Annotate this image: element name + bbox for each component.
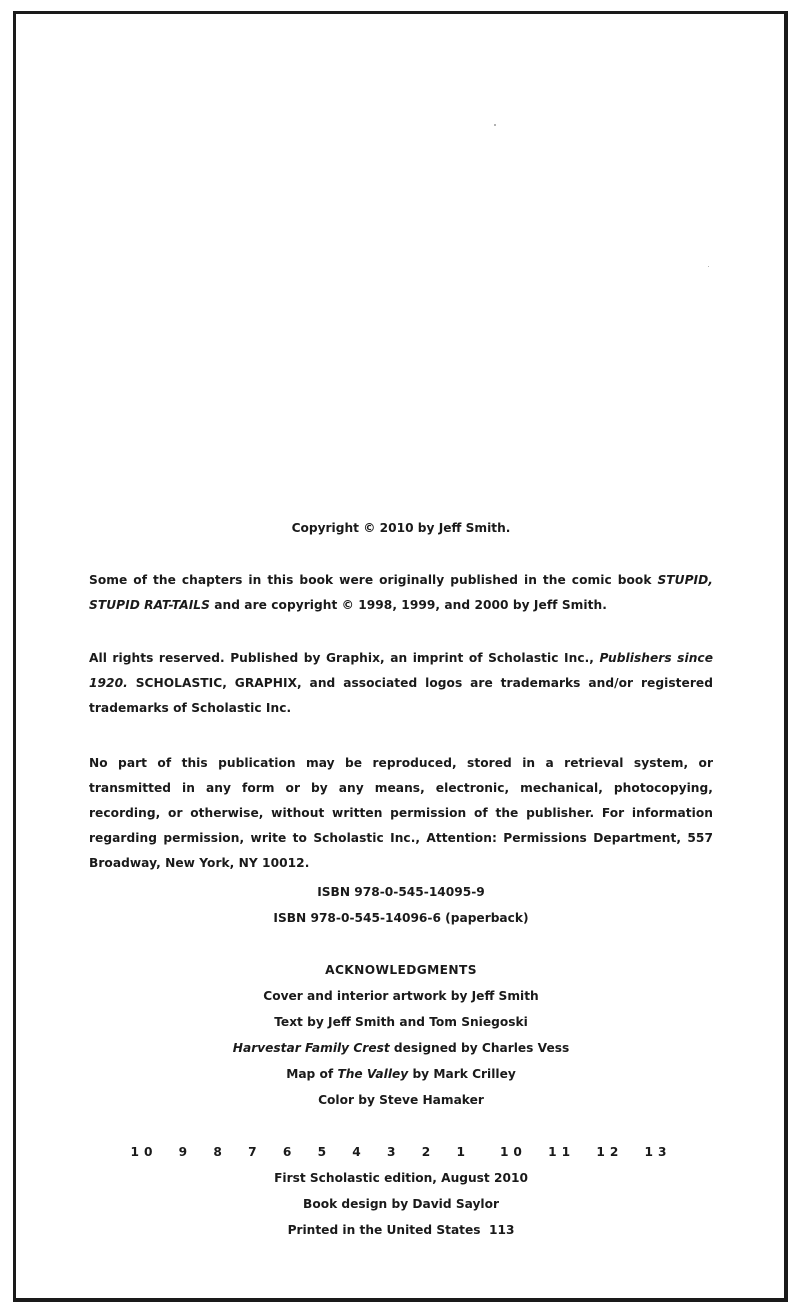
ack-crest-credit [89,1035,713,1061]
original-publication-suffix: and are copyright © 1998, 1999, and 2000 by Jeff Smith. [209,598,607,612]
printed-in-line: Printed in the United States 113 [287,1223,515,1237]
scan-speck [494,124,496,126]
rights-prefix: All rights reserved. Published by Graphix, an imprint of Scholastic Inc., [89,651,600,665]
ack-text-credit: Text by Jeff Smith and Tom Sniegoski [274,1015,528,1029]
map-suffix: by Mark Crilley [408,1067,516,1081]
comic-book-title: STUPID, STUPID RAT-TAILS [89,573,713,612]
publishers-since: Publishers since 1920. [89,651,714,690]
map-prefix: Map of [286,1067,338,1081]
print-run-numbers: 10 9 8 7 6 5 4 3 2 1 [130,1145,470,1159]
crest-suffix: designed by Charles Vess [389,1041,570,1055]
isbn-hardcover: ISBN 978-0-545-14095-9 [317,885,485,899]
crest-title: Harvestar Family Crest [232,1041,390,1055]
trademarks-text: SCHOLASTIC, GRAPHIX, and associated logos are trademarks and/or registered trademarks of Scholastic Inc. [89,676,713,715]
acknowledgments-heading: ACKNOWLEDGMENTS [325,963,477,977]
rights-paragraph [89,646,713,721]
year-numbers: 10 11 12 13 [499,1145,672,1159]
edition-line: First Scholastic edition, August 2010 [274,1171,528,1185]
original-publication-paragraph [89,568,713,618]
scan-speck [708,266,709,267]
ack-color-credit: Color by Steve Hamaker [318,1093,484,1107]
isbn-paperback: ISBN 978-0-545-14096-6 (paperback) [273,911,529,925]
printing-number-line [89,1139,713,1165]
book-design-line: Book design by David Saylor [303,1197,499,1211]
ack-cover-artwork: Cover and interior artwork by Jeff Smith [263,989,539,1003]
copyright-line: Copyright © 2010 by Jeff Smith. [291,521,511,535]
map-title: The Valley [337,1067,409,1081]
original-publication-prefix: Some of the chapters in this book were originally published in the comic book [89,573,658,587]
permissions-paragraph: No part of this publication may be reproduced, stored in a retrieval system, or transmitted in any form or by any means, electronic, mechanical, photocopying, recording, or otherwise, without written permission of the publisher. For information regarding permission, write to Scholastic Inc., Attention: Permissions Department, 557 Broadway, New York, NY 10012. [89,756,713,870]
ack-map-credit [89,1061,713,1087]
